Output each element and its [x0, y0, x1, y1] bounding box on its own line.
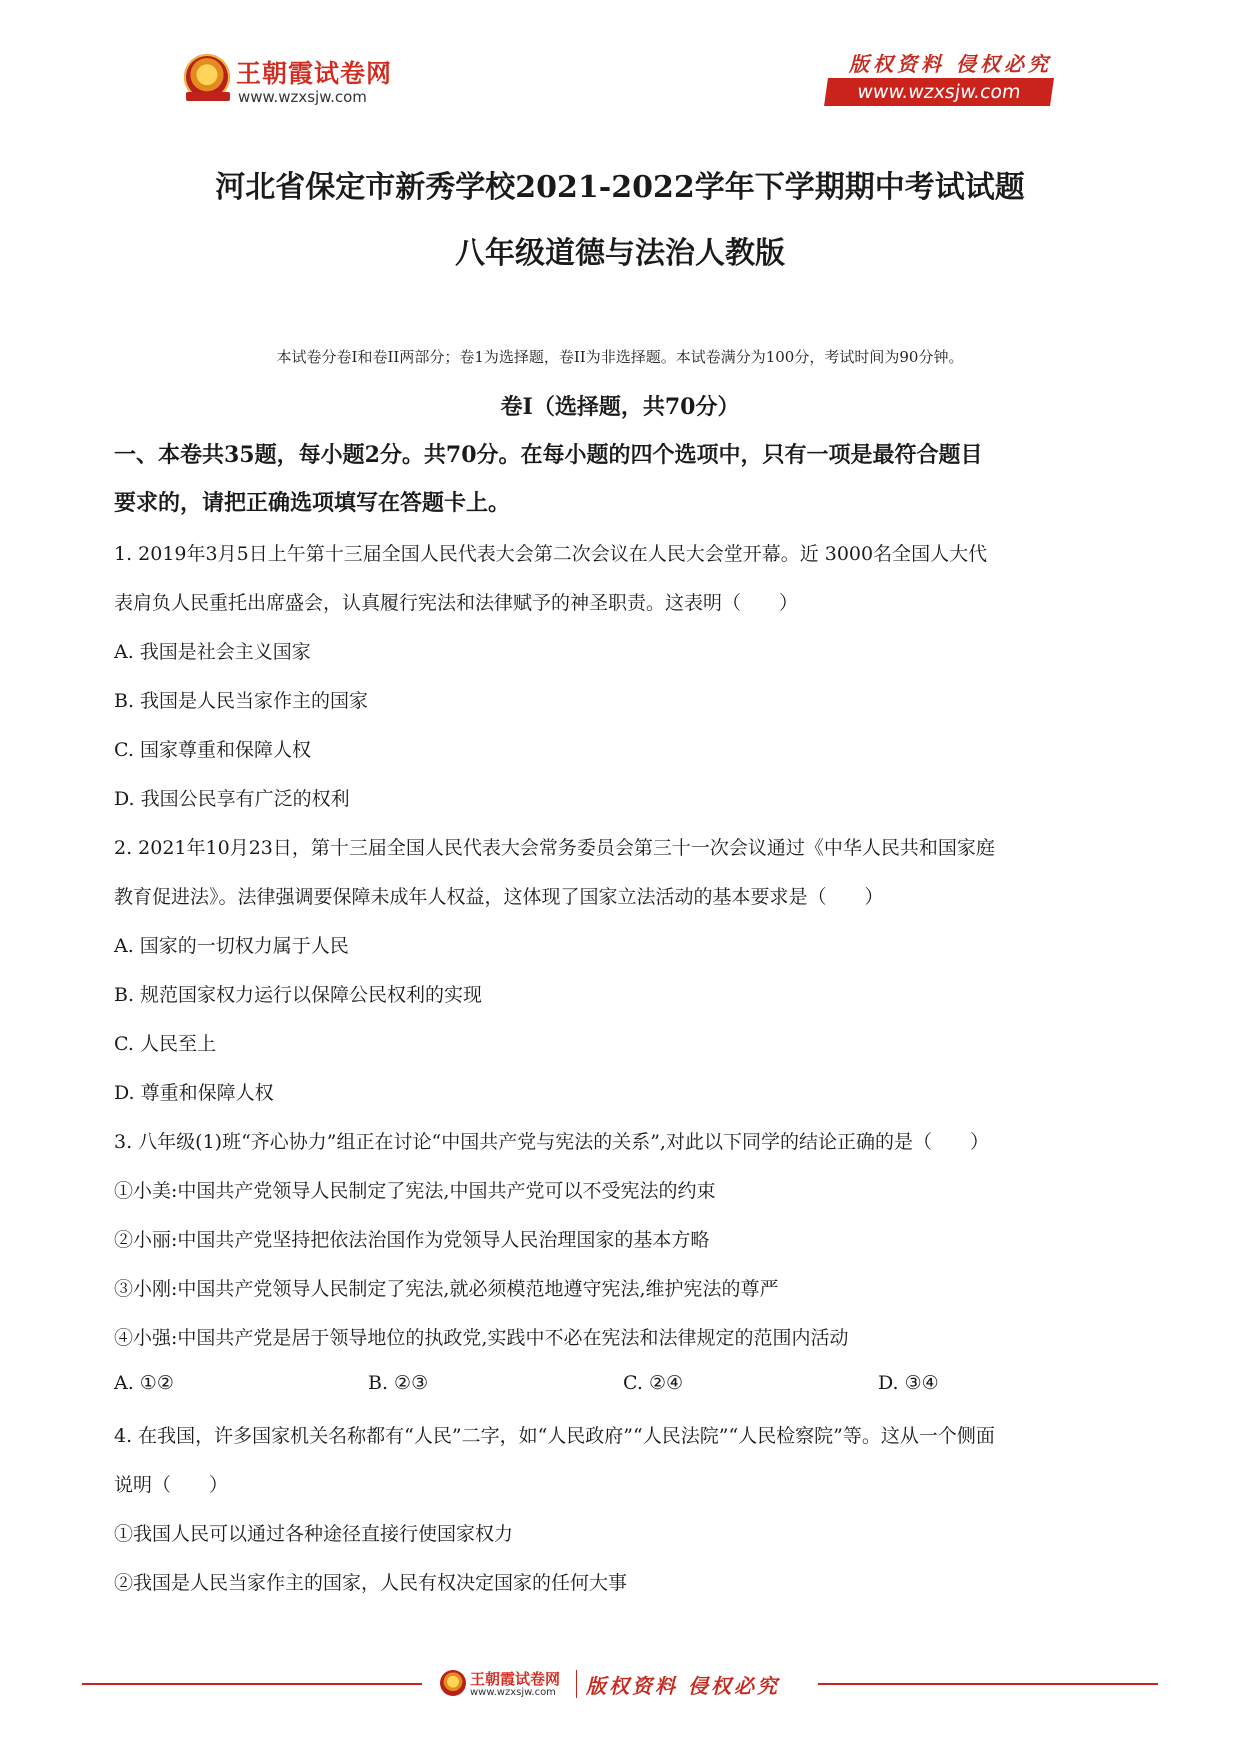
question-2-option-b: B. 规范国家权力运行以保障公民权利的实现: [114, 984, 483, 1006]
footer-copyright-text: 版权资料 侵权必究: [586, 1674, 780, 1698]
question-2-option-d: D. 尊重和保障人权: [114, 1082, 274, 1104]
question-2-option-c: C. 人民至上: [114, 1033, 216, 1055]
copyright-text: 版权资料 侵权必究: [849, 52, 1052, 76]
copyright-url[interactable]: www.wzxsjw.com: [824, 78, 1054, 106]
question-3-statement-4: ④小强:中国共产党是居于领导地位的执政党,实践中不必在宪法和法律规定的范围内活动: [114, 1327, 849, 1349]
footer-divider: [576, 1670, 577, 1698]
question-1-option-d: D. 我国公民享有广泛的权利: [114, 788, 350, 810]
question-4-stem: 4. 在我国，许多国家机关名称都有“人民”二字，如“人民政府”“人民法院”“人民检察院”等。这从一个侧面: [114, 1425, 995, 1447]
question-1-option-a: A. 我国是社会主义国家: [114, 641, 311, 663]
question-3-statement-2: ②小丽:中国共产党坚持把依法治国作为党领导人民治理国家的基本方略: [114, 1229, 710, 1251]
question-3-statement-1: ①小美:中国共产党领导人民制定了宪法,中国共产党可以不受宪法的约束: [114, 1180, 716, 1202]
seal-ribbon-icon: [186, 92, 230, 101]
question-2-stem: 教育促进法》。法律强调要保障未成年人权益，这体现了国家立法活动的基本要求是（ ）: [114, 886, 884, 908]
question-3-option-d: D. ③④: [878, 1372, 939, 1394]
section-heading: 卷I（选择题，共70分）: [500, 394, 740, 420]
footer-brand-url[interactable]: www.wzxsjw.com: [470, 1687, 556, 1698]
question-4-statement-2: ②我国是人民当家作主的国家，人民有权决定国家的任何大事: [114, 1572, 628, 1594]
question-2-option-a: A. 国家的一切权力属于人民: [114, 935, 349, 957]
question-3-statement-3: ③小刚:中国共产党领导人民制定了宪法,就必须模范地遵守宪法,维护宪法的尊严: [114, 1278, 779, 1300]
document-subtitle: 八年级道德与法治人教版: [455, 236, 785, 271]
question-3-option-b: B. ②③: [368, 1372, 429, 1394]
footer-rule-left: [82, 1683, 422, 1685]
footer-brand-name: 王朝霞试卷网: [470, 1670, 561, 1688]
section-instructions: 要求的，请把正确选项填写在答题卡上。: [114, 490, 511, 516]
question-1-option-c: C. 国家尊重和保障人权: [114, 739, 311, 761]
question-3-options: [0, 1372, 1240, 1402]
question-3-option-c: C. ②④: [623, 1372, 684, 1394]
copyright-banner: [826, 48, 1052, 110]
question-1-option-b: B. 我国是人民当家作主的国家: [114, 690, 369, 712]
brand-url[interactable]: www.wzxsjw.com: [238, 88, 367, 106]
footer-rule-right: [818, 1683, 1158, 1685]
document-title: 河北省保定市新秀学校2021-2022学年下学期期中考试试题: [215, 170, 1025, 205]
question-3-stem: 3. 八年级(1)班“齐心协力”组正在讨论“中国共产党与宪法的关系”,对此以下同学的结论正确的是（ ）: [114, 1131, 989, 1153]
question-4-statement-1: ①我国人民可以通过各种途径直接行使国家权力: [114, 1523, 514, 1545]
brand-name: 王朝霞试卷网: [236, 59, 393, 88]
section-instructions: 一、本卷共35题，每小题2分。共70分。在每小题的四个选项中，只有一项是最符合题目: [114, 442, 983, 468]
question-1-stem: 1. 2019年3月5日上午第十三届全国人民代表大会第二次会议在人民大会堂开幕。近 3000名全国人大代: [114, 543, 988, 565]
exam-intro: 本试卷分卷I和卷II两部分；卷1为选择题，卷II为非选择题。本试卷满分为100分，考试时间为90分钟。: [276, 348, 964, 366]
brand-logo[interactable]: [184, 50, 414, 112]
question-3-option-a: A. ①②: [114, 1372, 174, 1394]
footer-seal-icon: [440, 1670, 466, 1696]
question-1-stem: 表肩负人民重托出席盛会，认真履行宪法和法律赋予的神圣职责。这表明（ ）: [114, 592, 799, 614]
footer-logo[interactable]: [440, 1668, 800, 1702]
question-4-stem: 说明（ ）: [114, 1474, 229, 1496]
question-2-stem: 2. 2021年10月23日，第十三届全国人民代表大会常务委员会第三十一次会议通过《中华人民共和国家庭: [114, 837, 995, 859]
